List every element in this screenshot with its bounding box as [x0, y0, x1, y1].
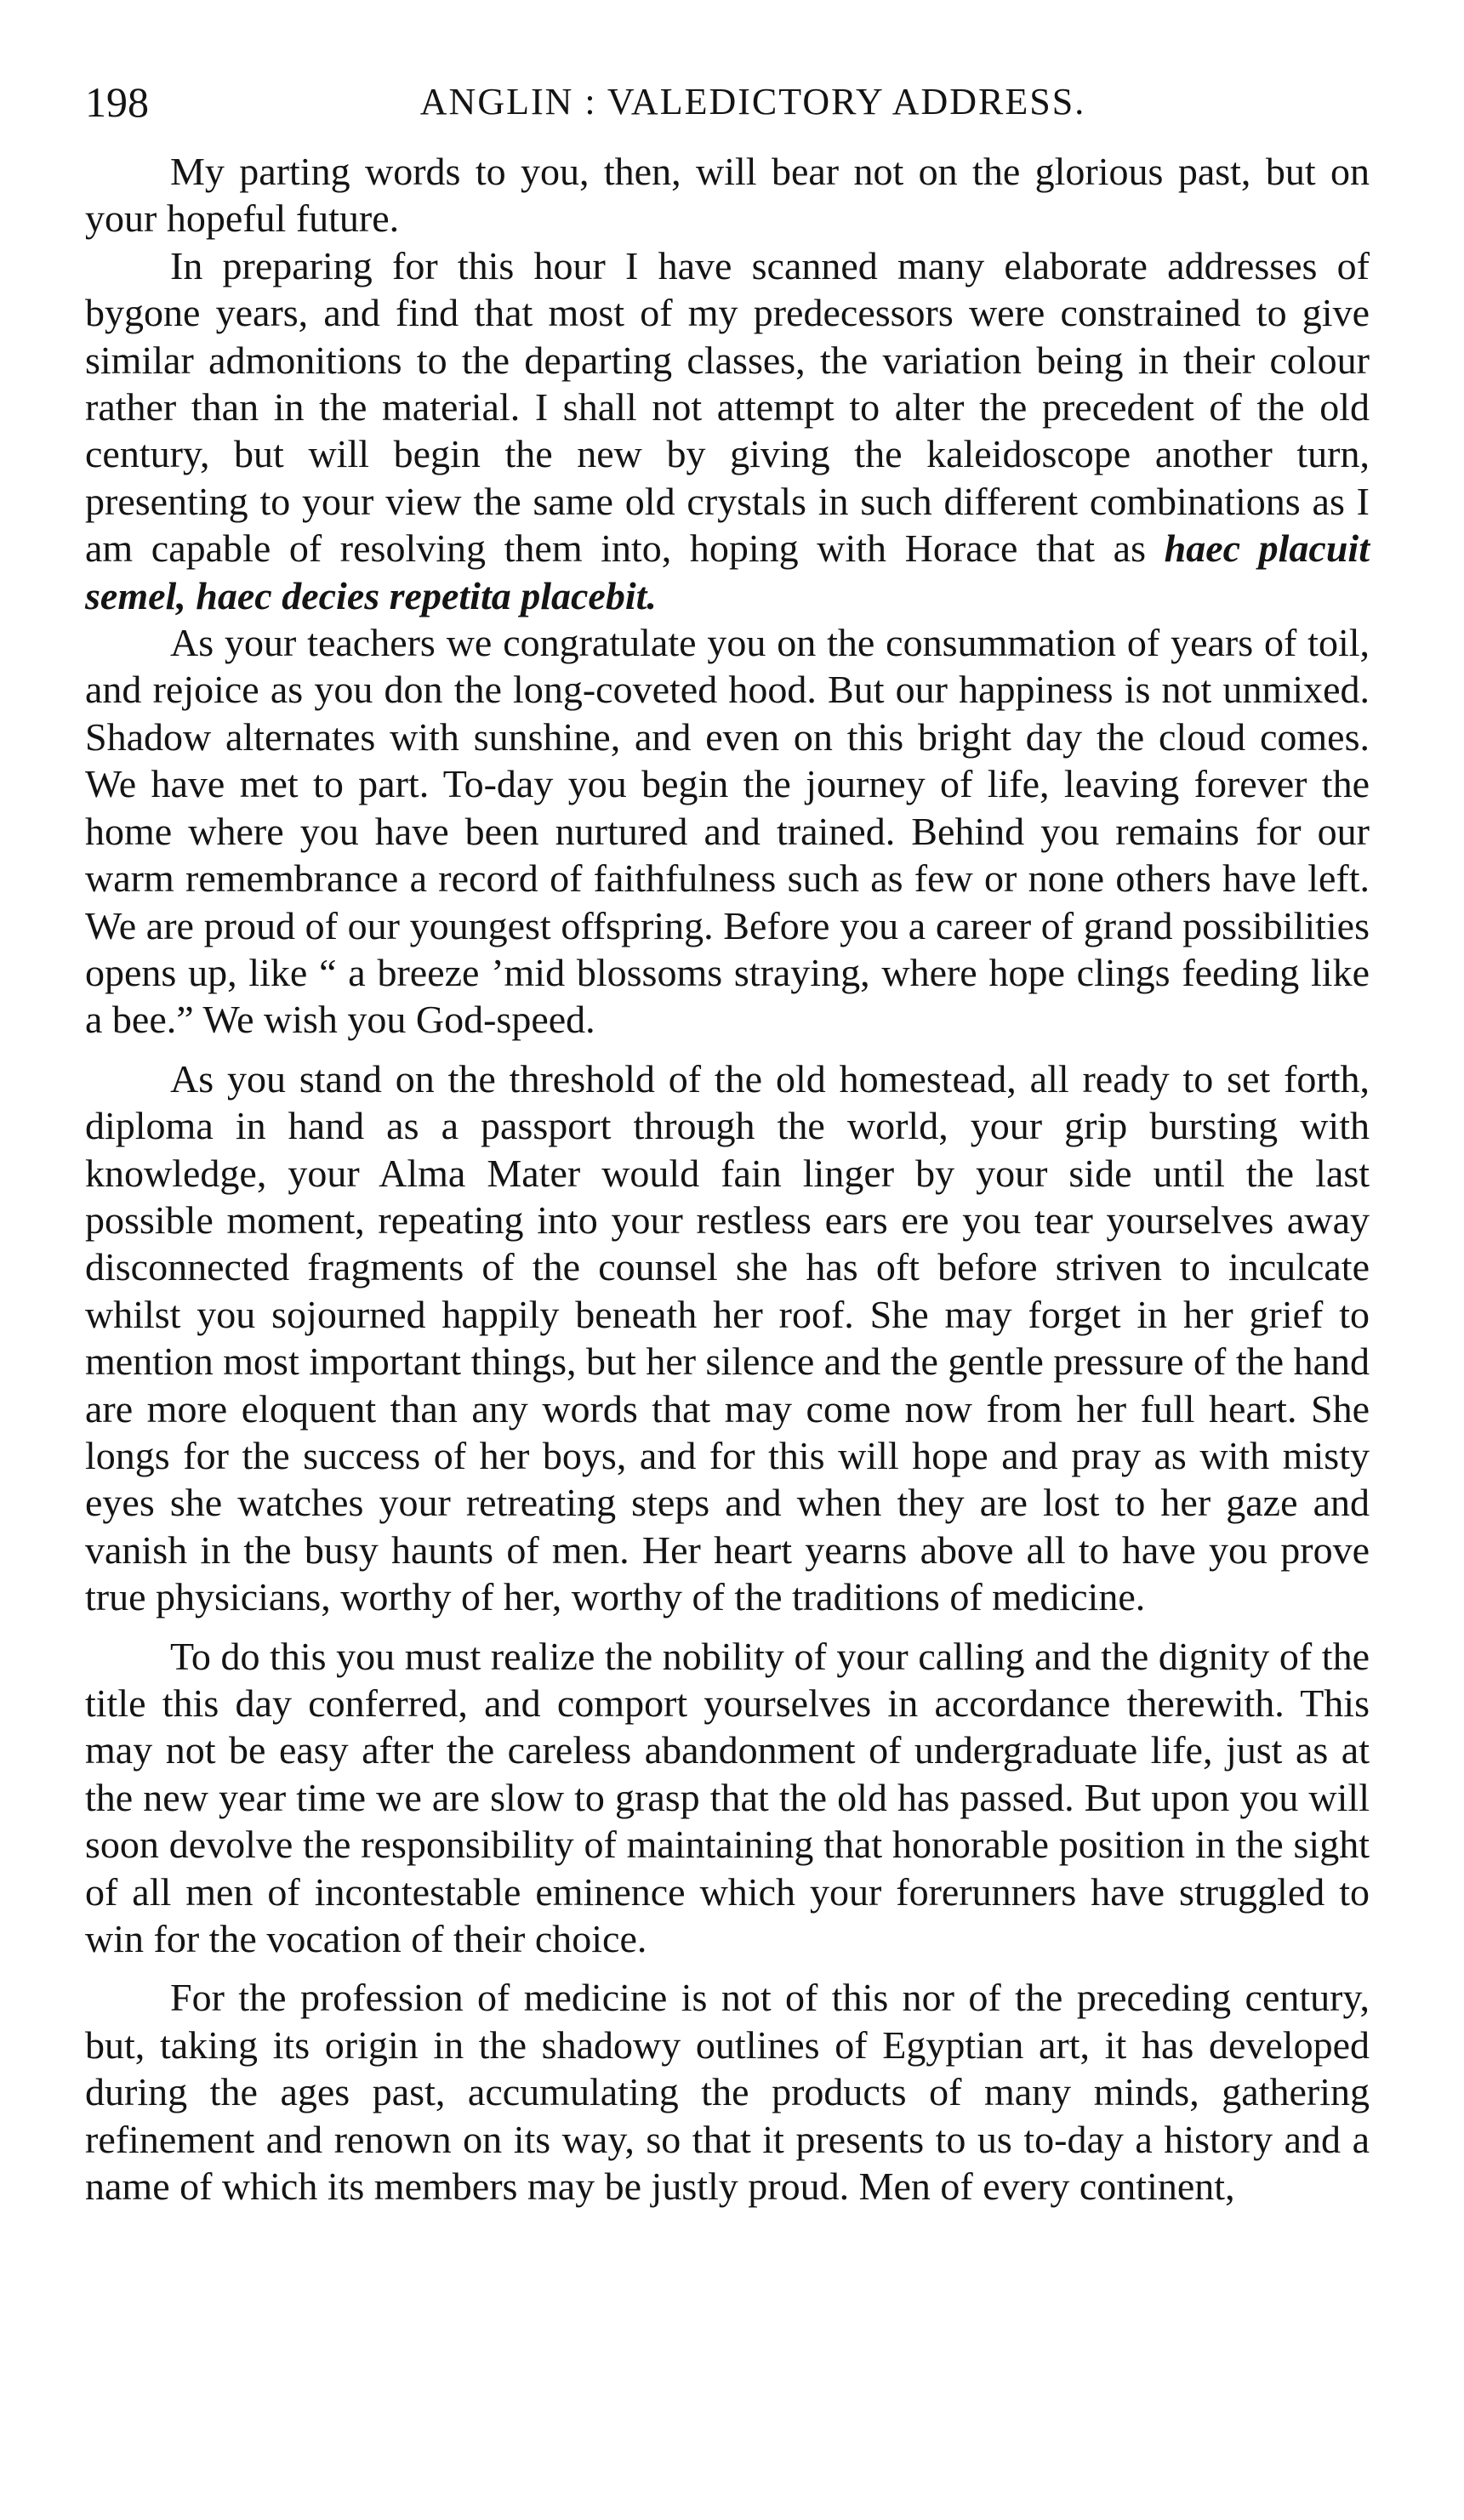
paragraph-parting-words: My parting words to you, then, will bear not on the glorious past, but on your hopeful future.	[85, 150, 1370, 241]
paragraph-preparing	[85, 242, 1370, 619]
book-page	[85, 68, 1370, 2210]
paragraph-preparing-text: In preparing for this hour I have scanned many elaborate addresses of bygone years, and find that most of my predecessors were constrained to give similar admonitions to the departing classes, the variation being in their colour rather than in the material. I shall not attempt to alter the precedent of the old century, but will begin the new by giving the kaleidoscope another turn, presenting to your view the same old crystals in such different combinations as I am capable of resolving them into, hoping with Horace that as	[85, 243, 1370, 571]
running-header	[85, 68, 1370, 136]
page-number: 198	[85, 78, 149, 126]
paragraph-threshold: As you stand on the threshold of the old homestead, all ready to set forth, diploma in hand as a passport through the world, your grip bursting with knowledge, your Alma Mater would fain linger by your side until the last possible moment, repeating into your restless ears ere you tear yourselves away disconnected fragments of the counsel she has oft before striven to inculcate whilst you sojourned happily beneath her roof. She may forget in her grief to mention most important things, but her silence and the gentle pressure of the hand are more eloquent than any words that may come now from her full heart. She longs for the success of her boys, and for this will hope and pray as with misty eyes she watches your retreating steps and when they are lost to her gaze and vanish in the busy haunts of men. Her heart yearns above all to have you prove true physicians, worthy of her, worthy of the traditions of medicine.	[85, 1056, 1370, 1619]
paragraph-congratulations: As your teachers we congratulate you on the consummation of years of toil, and rejoice as you don the long-coveted hood. But our happiness is not unmixed. Shadow alternates with sunshine, and even on this bright day the cloud comes. We have met to part. To-day you begin the journey of life, leaving forever the home where you have been nurtured and trained. Behind you remains for our warm remembrance a record of faithfulness such as few or none others have left. We are proud of our youngest offspring. Before you a career of grand possibilities opens up, like “ a breeze ’mid blossoms straying, where hope clings feeding like a bee.” We wish you God-speed.	[85, 621, 1370, 1042]
horace-quotation: haec placuit semel, haec decies repetita placebit.	[85, 526, 1370, 617]
paragraph-nobility: To do this you must realize the nobility of your calling and the dignity of the title this day conferred, and comport yourselves in accordance therewith. This may not be easy after the careless abandonment of undergraduate life, just as at the new year time we are slow to grasp that the old has passed. But upon you will soon devolve the responsibility of maintaining that honorable position in the sight of all men of incontestable eminence which your forerunners have struggled to win for the vocation of their choice.	[85, 1634, 1370, 1961]
paragraph-profession: For the profession of medicine is not of this nor of the preceding century, but, taking its origin in the shadowy outlines of Egyptian art, it has developed during the ages past, accumulating the products of many minds, gathering refinement and renown on its way, so that it presents to us to-day a history and a name of which its members may be justly proud. Men of every continent,	[85, 1976, 1370, 2209]
running-title: ANGLIN : VALEDICTORY ADDRESS.	[419, 81, 1086, 122]
body-text	[85, 148, 1370, 2210]
